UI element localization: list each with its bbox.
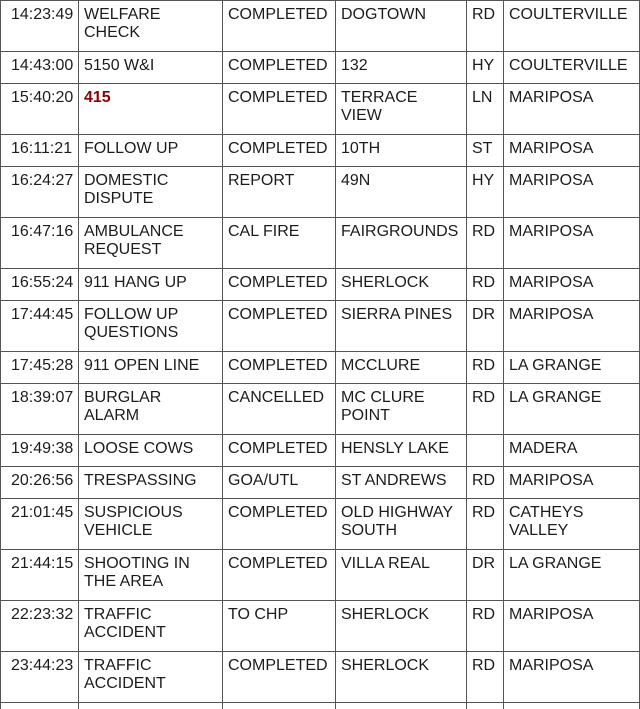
street-cell: 49N	[335, 167, 466, 217]
time-cell: 21:44:15	[0, 550, 78, 600]
disposition-cell: COMPLETED	[222, 301, 335, 351]
disposition-cell: REPORT	[222, 167, 335, 217]
suffix-cell: RD	[466, 499, 503, 549]
disposition-cell: COMPLETED	[222, 499, 335, 549]
city-cell: LA GRANGE	[503, 352, 640, 383]
city-cell: LA GRANGE	[503, 384, 640, 434]
street-cell: SIERRA PINES	[335, 301, 466, 351]
nature-cell: TRESPASSING	[78, 467, 222, 498]
time-cell: 16:24:27	[0, 167, 78, 217]
empty-cell	[0, 703, 78, 709]
street-cell: MC CLURE POINT	[335, 384, 466, 434]
nature-cell: LOOSE COWS	[78, 435, 222, 466]
next-row-partial	[0, 702, 640, 709]
time-cell: 19:49:38	[0, 435, 78, 466]
street-cell: FAIRGROUNDS	[335, 218, 466, 268]
table-row	[0, 498, 640, 549]
city-cell: MARIPOSA	[503, 218, 640, 268]
table-row	[0, 600, 640, 651]
disposition-cell: CANCELLED	[222, 384, 335, 434]
time-cell: 21:01:45	[0, 499, 78, 549]
disposition-cell: COMPLETED	[222, 1, 335, 51]
table-row	[0, 300, 640, 351]
table-row	[0, 217, 640, 268]
suffix-cell: HY	[466, 52, 503, 83]
city-cell: CATHEYS VALLEY	[503, 499, 640, 549]
suffix-cell: LN	[466, 84, 503, 134]
disposition-cell: COMPLETED	[222, 84, 335, 134]
disposition-cell: COMPLETED	[222, 550, 335, 600]
table-row	[0, 383, 640, 434]
time-cell: 14:43:00	[0, 52, 78, 83]
time-cell: 15:40:20	[0, 84, 78, 134]
time-cell: 17:45:28	[0, 352, 78, 383]
street-cell: SHERLOCK	[335, 269, 466, 300]
suffix-cell: RD	[466, 601, 503, 651]
suffix-cell: HY	[466, 167, 503, 217]
nature-cell: TRAFFIC ACCIDENT	[78, 652, 222, 702]
street-cell: DOGTOWN	[335, 1, 466, 51]
nature-cell: 911 HANG UP	[78, 269, 222, 300]
time-cell: 14:23:49	[0, 1, 78, 51]
table-row	[0, 0, 640, 51]
nature-cell: WELFARE CHECK	[78, 1, 222, 51]
suffix-cell: RD	[466, 1, 503, 51]
time-cell: 16:11:21	[0, 135, 78, 166]
suffix-cell: RD	[466, 269, 503, 300]
city-cell: MARIPOSA	[503, 269, 640, 300]
time-cell: 16:55:24	[0, 269, 78, 300]
table-row	[0, 351, 640, 383]
disposition-cell: GOA/UTL	[222, 467, 335, 498]
suffix-cell: RD	[466, 384, 503, 434]
table-row	[0, 268, 640, 300]
disposition-cell: COMPLETED	[222, 52, 335, 83]
city-cell: COULTERVILLE	[503, 52, 640, 83]
street-cell: ST ANDREWS	[335, 467, 466, 498]
city-cell: MARIPOSA	[503, 167, 640, 217]
time-cell: 22:23:32	[0, 601, 78, 651]
table-row	[0, 83, 640, 134]
suffix-cell: ST	[466, 135, 503, 166]
street-cell: SHERLOCK	[335, 601, 466, 651]
street-cell: TERRACE VIEW	[335, 84, 466, 134]
disposition-cell: CAL FIRE	[222, 218, 335, 268]
street-cell: OLD HIGHWAY SOUTH	[335, 499, 466, 549]
table-row	[0, 466, 640, 498]
street-cell: MCCLURE	[335, 352, 466, 383]
suffix-cell: DR	[466, 550, 503, 600]
nature-cell: SHOOTING IN THE AREA	[78, 550, 222, 600]
street-cell: 10TH	[335, 135, 466, 166]
street-cell: 132	[335, 52, 466, 83]
suffix-cell	[466, 435, 503, 466]
city-cell: LA GRANGE	[503, 550, 640, 600]
table-row	[0, 651, 640, 702]
city-cell: MARIPOSA	[503, 84, 640, 134]
nature-cell: 5150 W&I	[78, 52, 222, 83]
empty-cell	[503, 703, 640, 709]
street-cell: VILLA REAL	[335, 550, 466, 600]
nature-cell: SUSPICIOUS VEHICLE	[78, 499, 222, 549]
table-row	[0, 166, 640, 217]
disposition-cell: COMPLETED	[222, 352, 335, 383]
city-cell: MARIPOSA	[503, 301, 640, 351]
table-row	[0, 51, 640, 83]
street-cell: HENSLY LAKE	[335, 435, 466, 466]
time-cell: 18:39:07	[0, 384, 78, 434]
nature-cell-highlighted: 415	[78, 84, 222, 134]
nature-cell: FOLLOW UP	[78, 135, 222, 166]
nature-cell: FOLLOW UP QUESTIONS	[78, 301, 222, 351]
city-cell: MARIPOSA	[503, 652, 640, 702]
suffix-cell: RD	[466, 467, 503, 498]
city-cell: MADERA	[503, 435, 640, 466]
suffix-cell: RD	[466, 652, 503, 702]
nature-cell: 911 OPEN LINE	[78, 352, 222, 383]
empty-cell	[335, 703, 466, 709]
table-row	[0, 434, 640, 466]
empty-cell	[466, 703, 503, 709]
city-cell: COULTERVILLE	[503, 1, 640, 51]
disposition-cell: COMPLETED	[222, 652, 335, 702]
table-row	[0, 549, 640, 600]
time-cell: 23:44:23	[0, 652, 78, 702]
suffix-cell: RD	[466, 352, 503, 383]
time-cell: 17:44:45	[0, 301, 78, 351]
disposition-cell: TO CHP	[222, 601, 335, 651]
nature-cell: BURGLAR ALARM	[78, 384, 222, 434]
disposition-cell: COMPLETED	[222, 269, 335, 300]
time-cell: 20:26:56	[0, 467, 78, 498]
time-cell: 16:47:16	[0, 218, 78, 268]
city-cell: MARIPOSA	[503, 135, 640, 166]
empty-cell	[222, 703, 335, 709]
city-cell: MARIPOSA	[503, 601, 640, 651]
table-row	[0, 134, 640, 166]
nature-cell: TRAFFIC ACCIDENT	[78, 601, 222, 651]
suffix-cell: DR	[466, 301, 503, 351]
street-cell: SHERLOCK	[335, 652, 466, 702]
disposition-cell: COMPLETED	[222, 135, 335, 166]
empty-cell	[78, 703, 222, 709]
disposition-cell: COMPLETED	[222, 435, 335, 466]
nature-cell: DOMESTIC DISPUTE	[78, 167, 222, 217]
suffix-cell: RD	[466, 218, 503, 268]
nature-cell: AMBULANCE REQUEST	[78, 218, 222, 268]
city-cell: MARIPOSA	[503, 467, 640, 498]
